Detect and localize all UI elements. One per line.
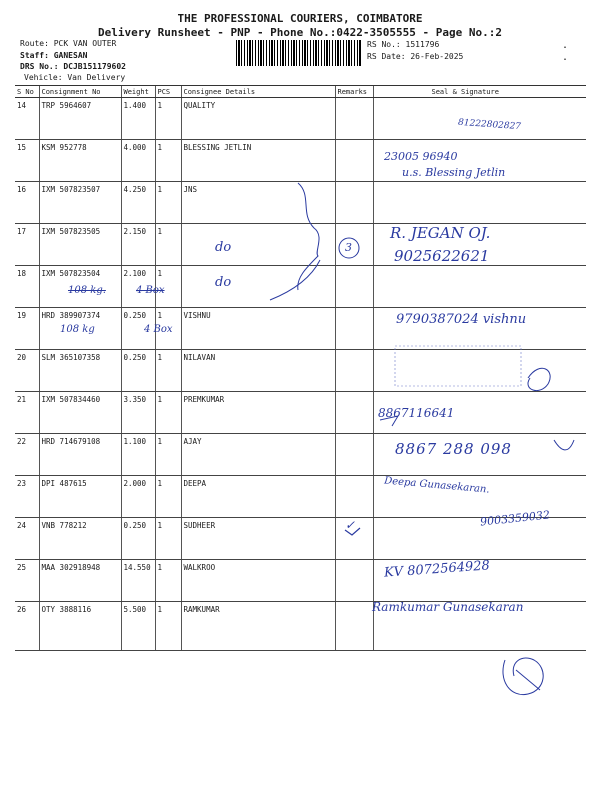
vehicle-value: Van Delivery xyxy=(67,73,126,82)
rs-date-line: RS Date: 26-Feb-2025 xyxy=(367,52,464,61)
cell-consignment-no: IXM 507823505 xyxy=(39,224,121,266)
sig-row-21: 8867116641 xyxy=(378,406,455,420)
cell-pcs: 1 xyxy=(155,182,181,224)
cell-pcs: 1 xyxy=(155,224,181,266)
cell-sno: 25 xyxy=(15,560,39,602)
cell-sno: 20 xyxy=(15,350,39,392)
cell-consignment-no: IXM 507834460 xyxy=(39,392,121,434)
cell-weight: 0.250 xyxy=(121,518,155,560)
cell-sno: 15 xyxy=(15,140,39,182)
cell-sno: 23 xyxy=(15,476,39,518)
cell-weight: 2.000 xyxy=(121,476,155,518)
sig-row-14: 81222802827 xyxy=(457,117,522,133)
company-title: THE PROFESSIONAL COURIERS, COIMBATORE xyxy=(177,12,423,25)
cell-consignee: VISHNU xyxy=(181,308,335,350)
note-row-18-box: 4 Box xyxy=(136,285,165,296)
cell-consignment-no: HRD 714679108 xyxy=(39,434,121,476)
ditto-row-17: do xyxy=(215,240,232,255)
cell-pcs: 1 xyxy=(155,434,181,476)
col-remarks: Remarks xyxy=(335,86,373,98)
note-row-18-weight: 108 kg. xyxy=(68,285,106,296)
cell-weight: 14.550 xyxy=(121,560,155,602)
cell-pcs: 1 xyxy=(155,98,181,140)
runsheet-subtitle: Delivery Runsheet - PNP - Phone No.:0422-3505555 - Page No.:2 xyxy=(98,26,502,39)
sig-row-15-name: u.s. Blessing Jetlin xyxy=(402,166,506,179)
cell-weight: 1.100 xyxy=(121,434,155,476)
cell-weight: 0.250 xyxy=(121,308,155,350)
col-sno: S No xyxy=(15,86,39,98)
cell-sno: 18 xyxy=(15,266,39,308)
rs-no-line: RS No.: 1511796 xyxy=(367,40,440,49)
cell-consignment-no: HRD 389907374 xyxy=(39,308,121,350)
sig-row-17-name: R. JEGAN OJ. xyxy=(390,224,491,242)
route-value: PCK VAN OUTER xyxy=(53,39,117,48)
cell-consignee: RAMKUMAR xyxy=(181,602,335,651)
staff-value: GANESAN xyxy=(53,51,88,60)
cell-weight: 1.400 xyxy=(121,98,155,140)
cell-weight: 2.150 xyxy=(121,224,155,266)
circled-number: 3 xyxy=(345,241,352,254)
col-pcs: PCS xyxy=(155,86,181,98)
cell-consignee: BLESSING JETLIN xyxy=(181,140,335,182)
cell-weight: 4.000 xyxy=(121,140,155,182)
cell-consignee: PREMKUMAR xyxy=(181,392,335,434)
cell-sno: 19 xyxy=(15,308,39,350)
cell-sno: 17 xyxy=(15,224,39,266)
cell-weight: 0.250 xyxy=(121,350,155,392)
remark-row-24-tick: ✓ xyxy=(345,518,356,532)
cell-consignment-no: IXM 507823504 xyxy=(39,266,121,308)
cell-consignment-no: KSM 952778 xyxy=(39,140,121,182)
staff-line: Staff: GANESAN xyxy=(20,51,88,60)
note-row-19-weight: 108 kg xyxy=(60,324,95,335)
cell-weight: 3.350 xyxy=(121,392,155,434)
sig-row-24: 9003359032 xyxy=(479,508,551,529)
sig-row-26: Ramkumar Gunasekaran xyxy=(372,600,524,614)
cell-pcs: 1 xyxy=(155,266,181,308)
rs-no-value: 1511796 xyxy=(405,40,440,49)
cell-consignee: NILAVAN xyxy=(181,350,335,392)
cell-consignment-no: MAA 302918948 xyxy=(39,560,121,602)
cell-pcs: 1 xyxy=(155,350,181,392)
cell-sno: 24 xyxy=(15,518,39,560)
cell-weight: 2.100 xyxy=(121,266,155,308)
cell-sno: 21 xyxy=(15,392,39,434)
cell-pcs: 1 xyxy=(155,392,181,434)
cell-consignment-no: IXM 507823507 xyxy=(39,182,121,224)
cell-consignee: SUDHEER xyxy=(181,518,335,560)
col-consignee: Consignee Details xyxy=(181,86,335,98)
cell-pcs: 1 xyxy=(155,560,181,602)
sig-row-17-phone: 9025622621 xyxy=(394,247,490,265)
cell-pcs: 1 xyxy=(155,140,181,182)
route-line: Route: PCK VAN OUTER xyxy=(20,39,117,48)
note-row-19-box: 4 Box xyxy=(144,324,173,335)
cell-consignment-no: SLM 365107358 xyxy=(39,350,121,392)
col-weight: Weight xyxy=(121,86,155,98)
cell-pcs: 1 xyxy=(155,518,181,560)
sig-row-19: 9790387024 vishnu xyxy=(396,312,527,327)
ditto-row-18: do xyxy=(215,275,232,290)
cell-sno: 16 xyxy=(15,182,39,224)
cell-consignment-no: OTY 3888116 xyxy=(39,602,121,651)
cell-consignee: QUALITY xyxy=(181,98,335,140)
sig-row-23: Deepa Gunasekaran. xyxy=(383,475,490,496)
sig-row-15-phone: 23005 96940 xyxy=(384,150,458,163)
col-seal-signature: Seal & Signature xyxy=(373,86,586,98)
cell-consignee: WALKROO xyxy=(181,560,335,602)
rs-date-value: 26-Feb-2025 xyxy=(410,52,464,61)
sig-row-25: KV 8072564928 xyxy=(383,558,491,581)
cell-consignment-no: DPI 487615 xyxy=(39,476,121,518)
sig-row-22: 8867 288 098 xyxy=(395,440,512,458)
margin-dot: . xyxy=(562,52,569,63)
cell-weight: 5.500 xyxy=(121,602,155,651)
cell-weight: 4.250 xyxy=(121,182,155,224)
cell-consignee: AJAY xyxy=(181,434,335,476)
cell-consignee: DEEPA xyxy=(181,476,335,518)
cell-pcs: 1 xyxy=(155,476,181,518)
cell-consignment-no: VNB 778212 xyxy=(39,518,121,560)
cell-sno: 26 xyxy=(15,602,39,651)
drs-line: DRS No.: DCJB151179602 xyxy=(20,62,126,71)
cell-sno: 14 xyxy=(15,98,39,140)
col-consignment: Consignment No xyxy=(39,86,121,98)
cell-sno: 22 xyxy=(15,434,39,476)
cell-consignee: JNS xyxy=(181,182,335,224)
drs-value: DCJB151179602 xyxy=(63,62,126,71)
vehicle-line: Vehicle: Van Delivery xyxy=(24,73,126,82)
margin-dot: . xyxy=(562,40,569,51)
cell-pcs: 1 xyxy=(155,602,181,651)
cell-pcs: 1 xyxy=(155,308,181,350)
cell-consignment-no: TRP 5964607 xyxy=(39,98,121,140)
